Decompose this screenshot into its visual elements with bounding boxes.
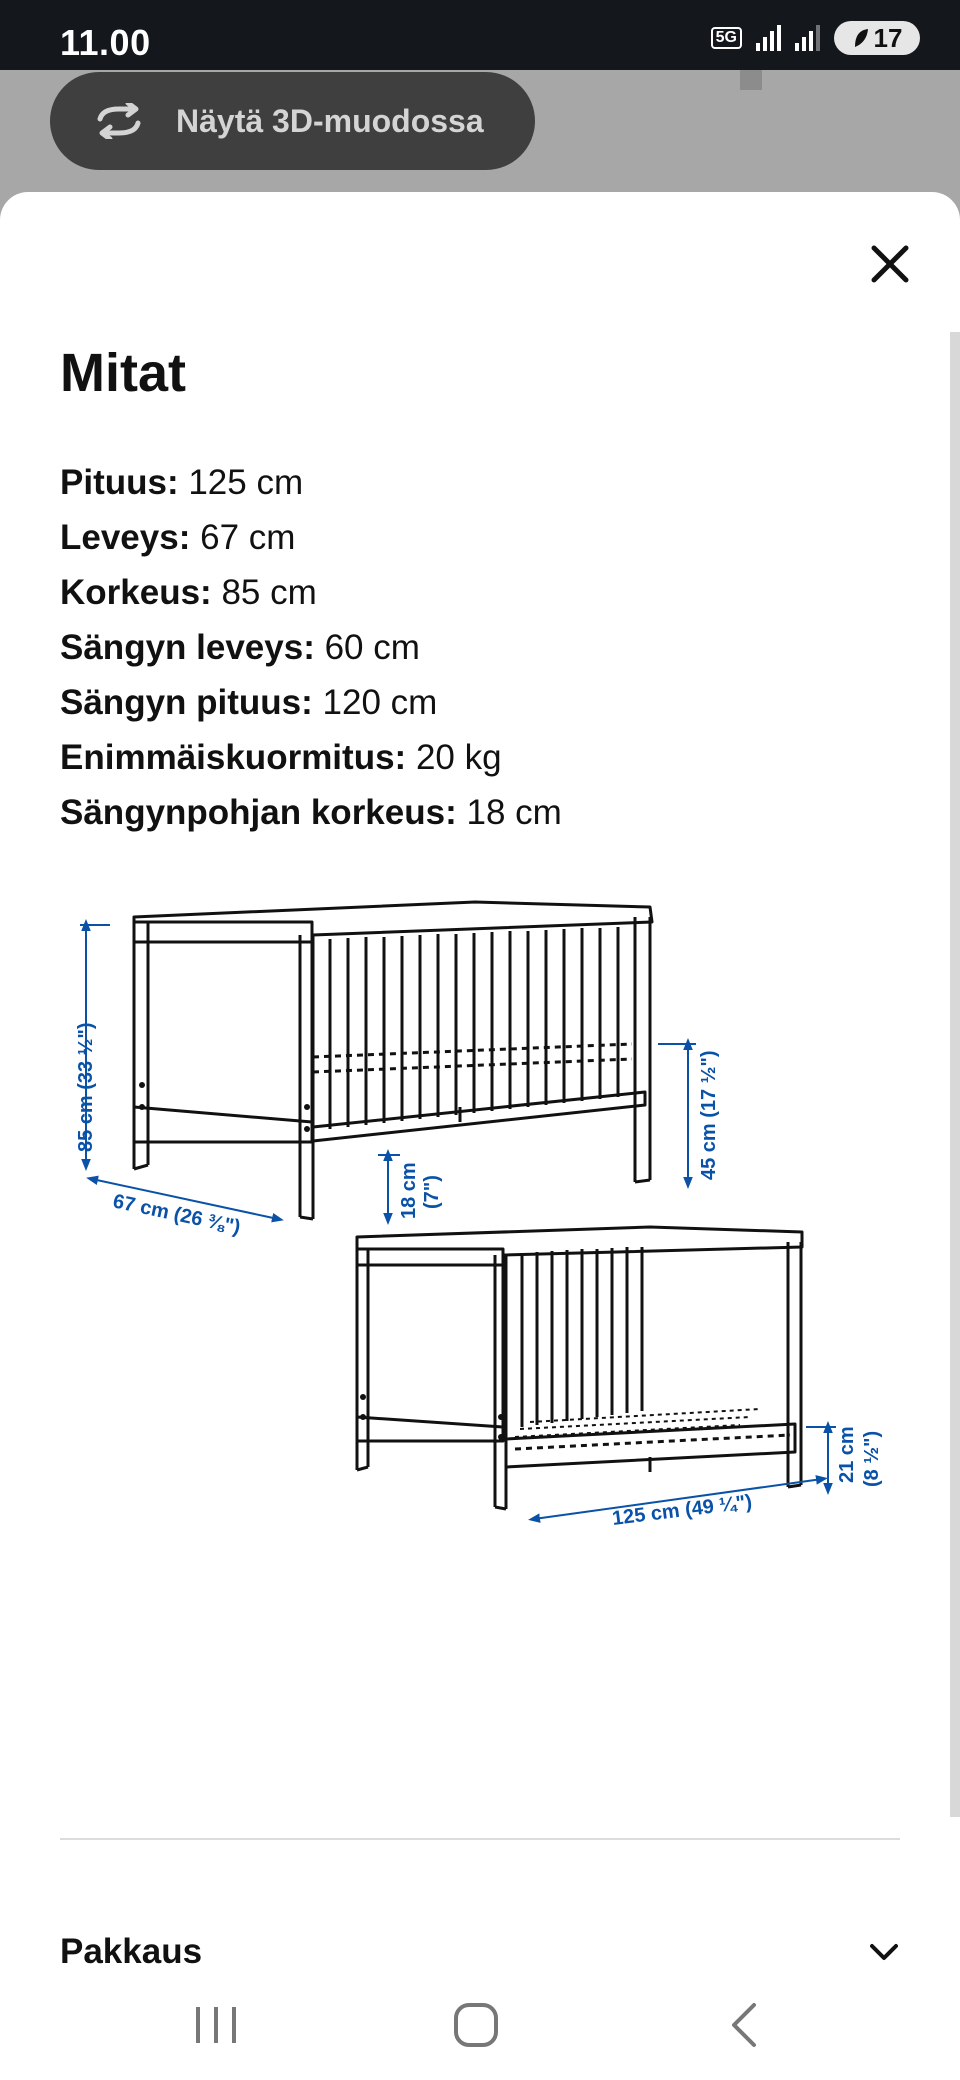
status-bar: [0, 0, 960, 70]
crib-illustration: [134, 902, 652, 1219]
view-3d-label: Näytä 3D-muodossa: [176, 102, 484, 139]
spec-row: [60, 455, 880, 510]
spec-label: Enimmäiskuormitus:: [60, 738, 407, 777]
dimensions-sheet: [0, 192, 960, 2080]
spec-row: [60, 785, 880, 840]
dimension-label: 67 cm (26 ⅜"): [110, 1190, 243, 1239]
view-3d-button[interactable]: [50, 72, 535, 170]
packaging-accordion[interactable]: [60, 1922, 900, 1982]
spec-row: [60, 620, 880, 675]
leaf-icon: [852, 27, 870, 49]
crib-dimension-diagram: [60, 897, 900, 1887]
spec-row: [60, 675, 880, 730]
spec-row: [60, 510, 880, 565]
spec-list: [60, 455, 880, 840]
dimension-label: 45 cm (17 ½"): [698, 1050, 720, 1180]
spec-label: Leveys:: [60, 518, 191, 557]
spec-value: 18 cm: [466, 793, 562, 832]
battery-indicator: [834, 21, 920, 55]
signal-icon: [756, 25, 781, 51]
home-icon[interactable]: [446, 1995, 506, 2055]
packaging-title: Pakkaus: [60, 1932, 203, 1971]
spec-label: Pituus:: [60, 463, 179, 502]
network-5g-icon: 5G: [711, 27, 742, 49]
chevron-down-icon: [868, 1942, 900, 1962]
back-icon[interactable]: [716, 1995, 776, 2055]
dimension-label: (8 ½"): [861, 1430, 883, 1487]
spec-value: 120 cm: [322, 683, 438, 722]
recent-apps-icon[interactable]: [186, 1995, 246, 2055]
status-time: 11.00: [60, 22, 151, 63]
crib-illustration-open: [357, 1227, 802, 1509]
spec-value: 20 kg: [415, 738, 502, 777]
product-image-fragment: [740, 70, 762, 90]
system-navigation-bar: [0, 1975, 960, 2080]
spec-value: 67 cm: [200, 518, 296, 557]
battery-level: 17: [873, 22, 903, 53]
spec-label: Sängyn pituus:: [60, 683, 313, 722]
spec-row: [60, 730, 880, 785]
scrollbar[interactable]: [950, 332, 960, 1817]
spec-value: 85 cm: [221, 573, 317, 612]
dimension-label: 18 cm: [398, 1162, 420, 1219]
dimension-label: 85 cm (33 ½"): [75, 1022, 97, 1152]
sheet-title: Mitat: [60, 343, 186, 403]
dimension-label: 21 cm: [836, 1426, 858, 1483]
spec-label: Sängynpohjan korkeus:: [60, 793, 457, 832]
spec-label: Korkeus:: [60, 573, 212, 612]
status-icons: [711, 18, 920, 58]
dimension-label: (7"): [421, 1175, 443, 1209]
spec-value: 125 cm: [188, 463, 304, 502]
close-icon[interactable]: [864, 238, 916, 290]
spec-value: 60 cm: [324, 628, 420, 667]
spec-row: [60, 565, 880, 620]
dimension-label: 125 cm (49 ¼"): [610, 1490, 754, 1530]
section-divider: [60, 1838, 900, 1840]
spec-label: Sängyn leveys:: [60, 628, 315, 667]
signal-icon-2: [795, 25, 820, 51]
rotate-icon: [92, 103, 146, 139]
